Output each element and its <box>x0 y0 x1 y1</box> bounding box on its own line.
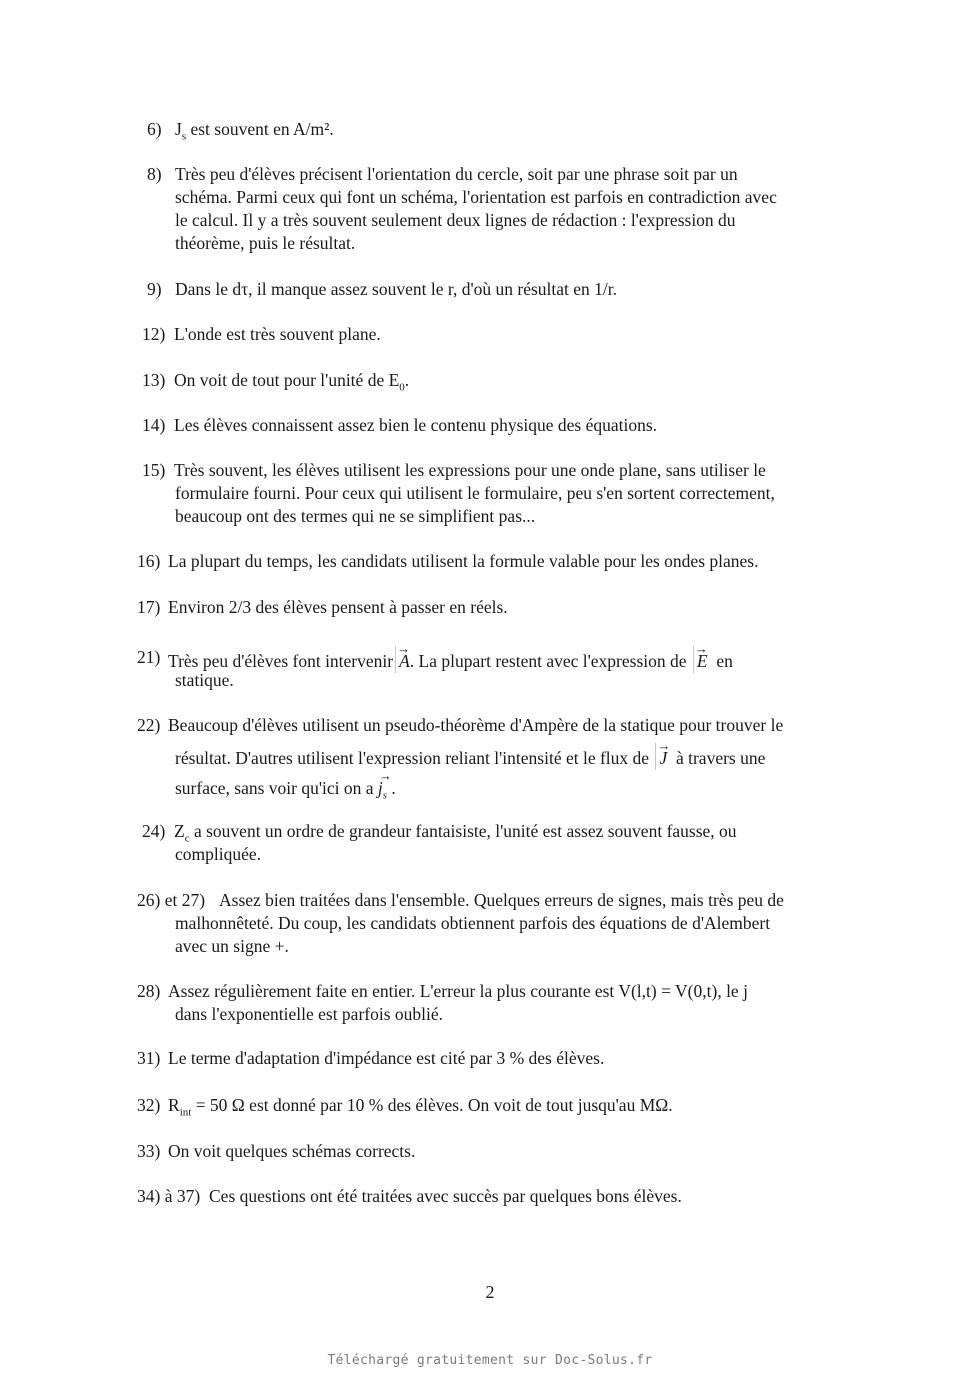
remark-line: résultat. D'autres utilisent l'expression reliant l'intensité et le flux de → J à travers une <box>175 743 765 770</box>
remark-text: On voit de tout pour l'unité de $E_0$. <box>174 370 410 394</box>
remark-number: 12) <box>142 324 166 344</box>
remark-text: Environ 2/3 des élèves pensent à passer en réels. <box>168 597 508 617</box>
remark-line: Très peu d'élèves précisent l'orientation du cercle, soit par une phrase soit par un <box>175 164 738 184</box>
remark-text: Assez bien traitées dans l'ensemble. Quelques erreurs de signes, mais très peu de <box>219 890 784 910</box>
remark-number: 15) <box>142 460 166 480</box>
remark-number: 26) et 27) <box>137 890 206 910</box>
remark-line: surface, sans voir qu'ici on $a \to j_s$ . <box>175 773 396 800</box>
remark-line: Très souvent, les élèves utilisent les expressions pour une onde plane, sans utiliser le <box>174 460 766 480</box>
remark-number: 9) <box>147 279 162 299</box>
remark-number: 33) <box>137 1141 161 1161</box>
remark-line: Beaucoup d'élèves utilisent un pseudo-théorème d'Ampère de la statique pour trouver le <box>168 715 784 735</box>
remark-text: $J_s$ est souvent en A/m². <box>175 119 334 143</box>
remark-line: théorème, puis le résultat. <box>175 233 356 253</box>
remark-line: schéma. Parmi ceux qui font un schéma, l'orientation est parfois en contradiction avec <box>175 187 777 207</box>
vector-a-symbol: → A <box>395 646 410 673</box>
remark-text: $Z_c$ a souvent un ordre de grandeur fantaisiste, l'unité est assez souvent fausse, ou <box>174 821 737 845</box>
vector-js-symbol: → $j_s$ <box>378 773 387 800</box>
page-number: 2 <box>485 1282 495 1302</box>
remark-number: 8) <box>147 164 162 184</box>
remark-line: formulaire fourni. Pour ceux qui utilisent le formulaire, peu s'en sortent correctement, <box>175 483 775 503</box>
remark-line: beaucoup ont des termes qui ne se simplifient pas... <box>175 506 536 526</box>
download-footer: Téléchargé gratuitement sur Doc-Solus.fr <box>327 1353 653 1368</box>
remark-line: compliquée. <box>175 844 262 864</box>
remark-text: L'onde est très souvent plane. <box>174 324 381 344</box>
remark-text: Le terme d'adaptation d'impédance est cité par 3 % des élèves. <box>168 1048 605 1068</box>
remark-number: 34) à 37) <box>137 1186 201 1206</box>
remark-text: Les élèves connaissent assez bien le contenu physique des équations. <box>174 415 658 435</box>
vector-e-symbol: → E <box>693 646 708 673</box>
remark-line: dans l'exponentielle est parfois oublié. <box>175 1004 444 1024</box>
remark-number: 14) <box>142 415 166 435</box>
remark-number: 16) <box>137 551 161 571</box>
remark-text: On voit quelques schémas corrects. <box>168 1141 416 1161</box>
remark-line: malhonnêteté. Du coup, les candidats obtiennent parfois des équations de d'Alembert <box>175 913 771 933</box>
remark-text: Assez régulièrement faite en entier. L'erreur la plus courante est V(l,t) = V(0,t), le j <box>168 981 748 1001</box>
remark-number: 32) <box>137 1095 161 1115</box>
remark-number: 6) <box>147 119 162 139</box>
remark-text: Très peu d'élèves font intervenir→ A. La plupart restent avec l'expression de → E en <box>168 646 733 673</box>
remark-line: le calcul. Il y a très souvent seulement deux lignes de rédaction : l'expression du <box>175 210 736 230</box>
remark-line: avec un signe +. <box>175 936 289 956</box>
remark-number: 22) <box>137 715 161 735</box>
vector-j-symbol: → J <box>655 743 667 770</box>
remark-number: 28) <box>137 981 161 1001</box>
remark-text: La plupart du temps, les candidats utilisent la formule valable pour les ondes planes. <box>168 551 759 571</box>
remark-text: Dans le dτ, il manque assez souvent le r, d'où un résultat en 1/r. <box>175 279 618 299</box>
remark-number: 24) <box>142 821 166 841</box>
remark-number: 21) <box>137 647 161 667</box>
remark-number: 13) <box>142 370 166 390</box>
remark-text: Ces questions ont été traitées avec succès par quelques bons élèves. <box>209 1186 682 1206</box>
remark-number: 31) <box>137 1048 161 1068</box>
remark-number: 17) <box>137 597 161 617</box>
remark-line: statique. <box>175 670 234 690</box>
remark-text: $R_{int} = 50$ Ω est donné par 10 % des élèves. On voit de tout jusqu'au MΩ. <box>168 1095 673 1119</box>
